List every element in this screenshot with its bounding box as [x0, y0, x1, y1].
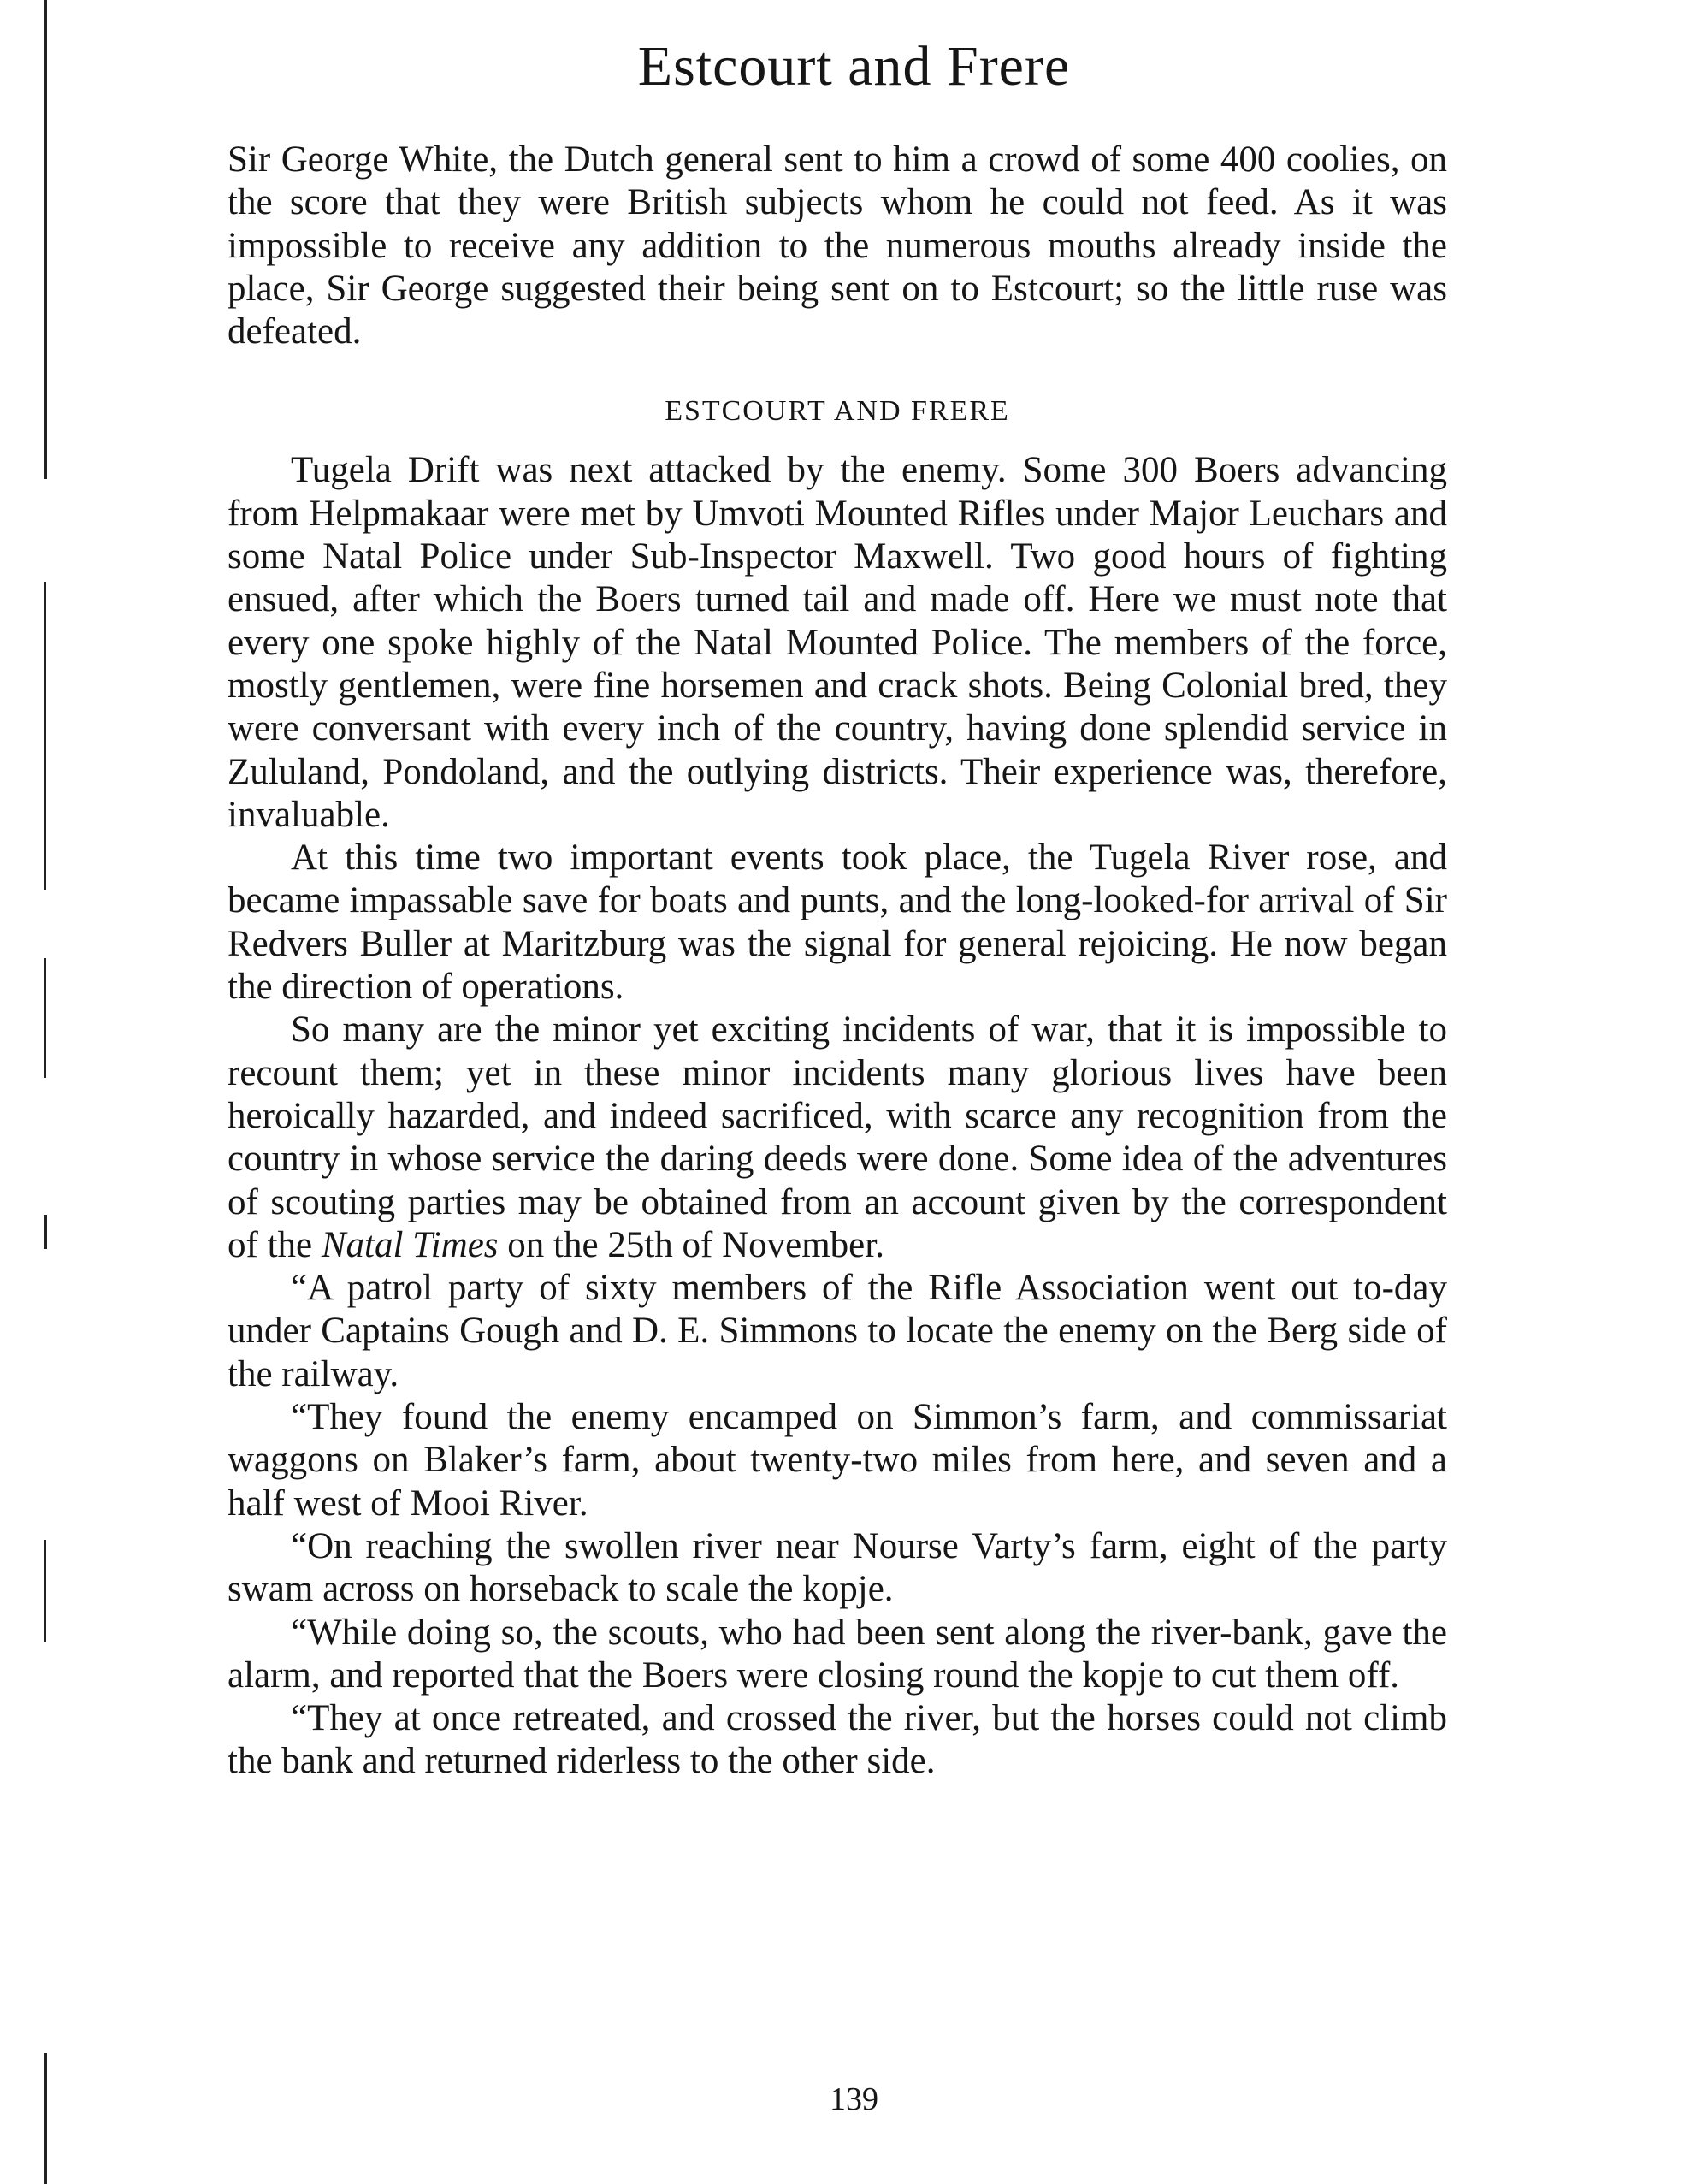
paragraph: Tugela Drift was next attacked by the enemy. Some 300 Boers advancing from Helpmakaar were met by Umvoti Mounted Rifles under Major Leuchars and some Natal Police under Sub-Inspector Maxwell. Two good hours of fighting ensued, after which the Boers turned tail and made off. Here we must note that every one spoke highly of the Natal Mounted Police. The members of the force, mostly gentlemen, were fine horsemen and crack shots. Being Colonial bred, they were conversant with every inch of the country, having done splendid service in Zululand, Pondoland, and the outlying districts. Their experience was, therefore, invaluable. [228, 450, 1447, 835]
paragraph: Sir George White, the Dutch general sent to him a crowd of some 400 coolies, on the score that they were British subjects whom he could not feed. As it was impossible to receive any addition to the numerous mouths already inside the place, Sir George suggested their being sent on to Estcourt; so the little ruse was defeated. [228, 139, 1447, 352]
paragraph: At this time two important events took place, the Tugela River rose, and became impassable save for boats and punts, and the long-looked-for arrival of Sir Redvers Buller at Maritzburg was the signal for general rejoicing. He now began the direction of operations. [228, 837, 1447, 1008]
scan-edge-mark [44, 2053, 47, 2184]
paragraph: “A patrol party of sixty members of the Rifle Association went out to-day under Captains Gough and D. E. Simmons to locate the enemy on the Berg side of the railway. [228, 1268, 1447, 1394]
paragraph: “They at once retreated, and crossed the river, but the horses could not climb the bank and returned riderless to the other side. [228, 1698, 1447, 1782]
scan-edge-mark [44, 1215, 47, 1249]
scan-edge-mark [44, 582, 46, 890]
paragraph-text: on the 25th of November. [507, 1224, 884, 1265]
page-number: 139 [830, 2081, 878, 2117]
section-heading: ESTCOURT AND FRERE [665, 395, 1010, 428]
body-text [228, 139, 1447, 1784]
scan-edge-mark [44, 958, 46, 1078]
paragraph: “They found the enemy encamped on Simmon’s farm, and commissariat waggons on Blaker’s farm, about twenty-two miles from here, and seven and a half west of Mooi River. [228, 1397, 1447, 1524]
paragraph [228, 1009, 1447, 1267]
publication-title: Natal Times [321, 1224, 499, 1265]
paragraph: “On reaching the swollen river near Nourse Varty’s farm, eight of the party swam across on horseback to scale the kopje. [228, 1525, 1447, 1610]
scan-edge-mark [44, 1540, 46, 1642]
paragraph-text: So many are the minor yet exciting incidents of war, that it is impossible to recount them; yet in these minor incidents many glorious lives have been heroically hazarded, and indeed sacrificed, with scarce any recognition from the country in whose service the daring deeds were done. Some idea of the adventures of scouting parties may be obtained from an account given by the correspondent of the [228, 1009, 1447, 1265]
paragraph: “While doing so, the scouts, who had been sent along the river-bank, gave the alarm, and reported that the Boers were closing round the kopje to cut them off. [228, 1612, 1447, 1696]
running-head: Estcourt and Frere [637, 35, 1071, 98]
